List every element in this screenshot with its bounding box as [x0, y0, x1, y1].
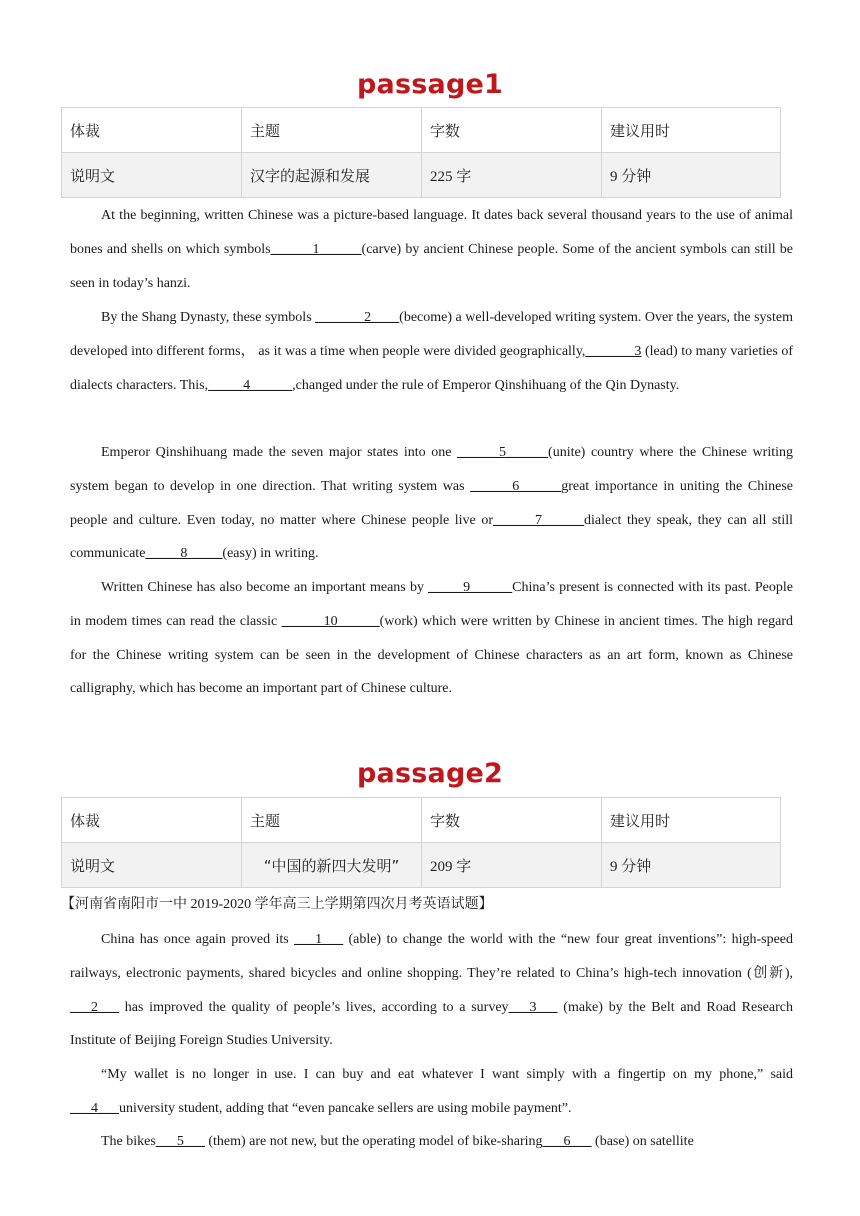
text-run: “My wallet is no longer in use. I can buy and eat whatever I want simply with a fingertip on my phone,” said [101, 1067, 793, 1082]
answer-blank: _____9______ [428, 580, 513, 595]
cell-suggested-time: 9 分钟 [602, 153, 781, 198]
text-run: great importance in uniting the Chinese people and culture. Even today, no matter where Chinese people live or [70, 478, 793, 528]
text-run: (them) are not new, but the operating model of bike-sharing [204, 1134, 543, 1149]
text-run: university student, adding that “even pancake sellers are using mobile payment”. [119, 1100, 572, 1116]
answer-blank: _______3 [585, 343, 642, 359]
text-run: Emperor Qinshihuang made the seven major states into one [101, 445, 458, 460]
passage1-paragraph-3 [70, 436, 793, 571]
info-table-header-row [62, 798, 781, 843]
text-run: (make) by the Belt and Road Research Institute of Beijing Foreign Studies University. [70, 999, 793, 1049]
text-run: Written Chinese has also become an important means by [101, 580, 429, 595]
cell-topic: “中国的新四大发明” [242, 843, 422, 888]
header-genre: 体裁 [62, 798, 242, 843]
passage2-info-table [61, 797, 781, 888]
cell-word-count: 209 字 [422, 843, 602, 888]
answer-blank: _____8_____ [145, 546, 223, 562]
text-run: (able) to change the world with the “new four great inventions”: high-speed railways, electronic payments, shared bicycles and online shopping. They’re related to China’s high-tech innovation (创新), [70, 932, 794, 981]
passage2-title: passage2 [357, 758, 503, 789]
answer-blank: _______2____ [315, 310, 400, 325]
answer-blank: ______6______ [470, 478, 562, 494]
cell-genre: 说明文 [62, 153, 242, 198]
answer-blank: ___4___ [70, 1100, 119, 1116]
answer-blank: _____4______ [208, 377, 293, 393]
info-table-row [62, 843, 781, 888]
passage2-paragraph-1 [70, 923, 793, 1058]
answer-blank: ______10______ [281, 613, 380, 629]
text-run: (lead) to many varieties of dialects characters. This, [70, 343, 793, 393]
text-run: China’s present is connected with its past. People in modem times can read the classic [70, 580, 794, 629]
text-run: has improved the quality of people’s lives, according to a survey [119, 999, 509, 1015]
passage1-paragraph-2 [70, 301, 793, 402]
header-topic: 主题 [242, 798, 422, 843]
text-run: At the beginning, written Chinese was a picture-based language. It dates back several thousand years to the use of animal bones and shells on which symbols [70, 208, 793, 257]
info-table-row [62, 153, 781, 198]
text-run: (carve) by ancient Chinese people. Some of the ancient symbols can still be seen in today’s hanzi. [70, 241, 793, 291]
answer-blank: ___1___ [294, 932, 344, 947]
answer-blank: ___6___ [542, 1134, 592, 1149]
text-run: ,changed under the rule of Emperor Qinshihuang of the Qin Dynasty. [292, 377, 680, 393]
answer-blank: ___5___ [155, 1134, 205, 1149]
text-run: The bikes [101, 1134, 156, 1149]
text-run: (easy) in writing. [222, 546, 319, 562]
header-suggested-time: 建议用时 [602, 108, 781, 153]
header-suggested-time: 建议用时 [602, 798, 781, 843]
text-run: dialect they speak, they can all still communicate [70, 512, 793, 562]
header-genre: 体裁 [62, 108, 242, 153]
header-word-count: 字数 [422, 798, 602, 843]
text-run: By the Shang Dynasty, these symbols [101, 310, 316, 325]
text-run: (become) a well-developed writing system. Over the years, the system developed into different forms， as it was a time when people were divided geographically, [70, 310, 793, 359]
cell-genre: 说明文 [62, 843, 242, 888]
header-topic: 主题 [242, 108, 422, 153]
passage1-paragraph-1 [70, 199, 793, 300]
passage1-info-table [61, 107, 781, 198]
header-word-count: 字数 [422, 108, 602, 153]
text-run: (unite) country where the Chinese writing system began to develop in one direction. That writing system was [70, 445, 793, 494]
passage1-title: passage1 [357, 69, 503, 100]
passage1-paragraph-4 [70, 571, 793, 706]
answer-blank: ______7______ [493, 512, 585, 528]
answer-blank: ___2___ [70, 999, 119, 1015]
text-run: (base) on satellite [591, 1134, 694, 1149]
text-run: (work) which were written by Chinese in ancient times. The high regard for the Chinese writing system can be seen in the development of Chinese characters as an art form, known as Chinese calligraphy, which has become an important part of Chinese culture. [70, 613, 793, 697]
cell-word-count: 225 字 [422, 153, 602, 198]
answer-blank: ______5______ [457, 445, 549, 460]
text-run: China has once again proved its [101, 932, 295, 947]
passage2-paragraph-2 [70, 1058, 793, 1126]
info-table-header-row [62, 108, 781, 153]
source-note: 【河南省南阳市一中 2019-2020 学年高三上学期第四次月考英语试题】 [61, 897, 493, 912]
answer-blank: ______1______ [270, 241, 362, 257]
cell-suggested-time: 9 分钟 [602, 843, 781, 888]
cell-topic: 汉字的起源和发展 [242, 153, 422, 198]
answer-blank: ___3___ [508, 999, 558, 1015]
passage2-paragraph-3 [70, 1125, 793, 1159]
